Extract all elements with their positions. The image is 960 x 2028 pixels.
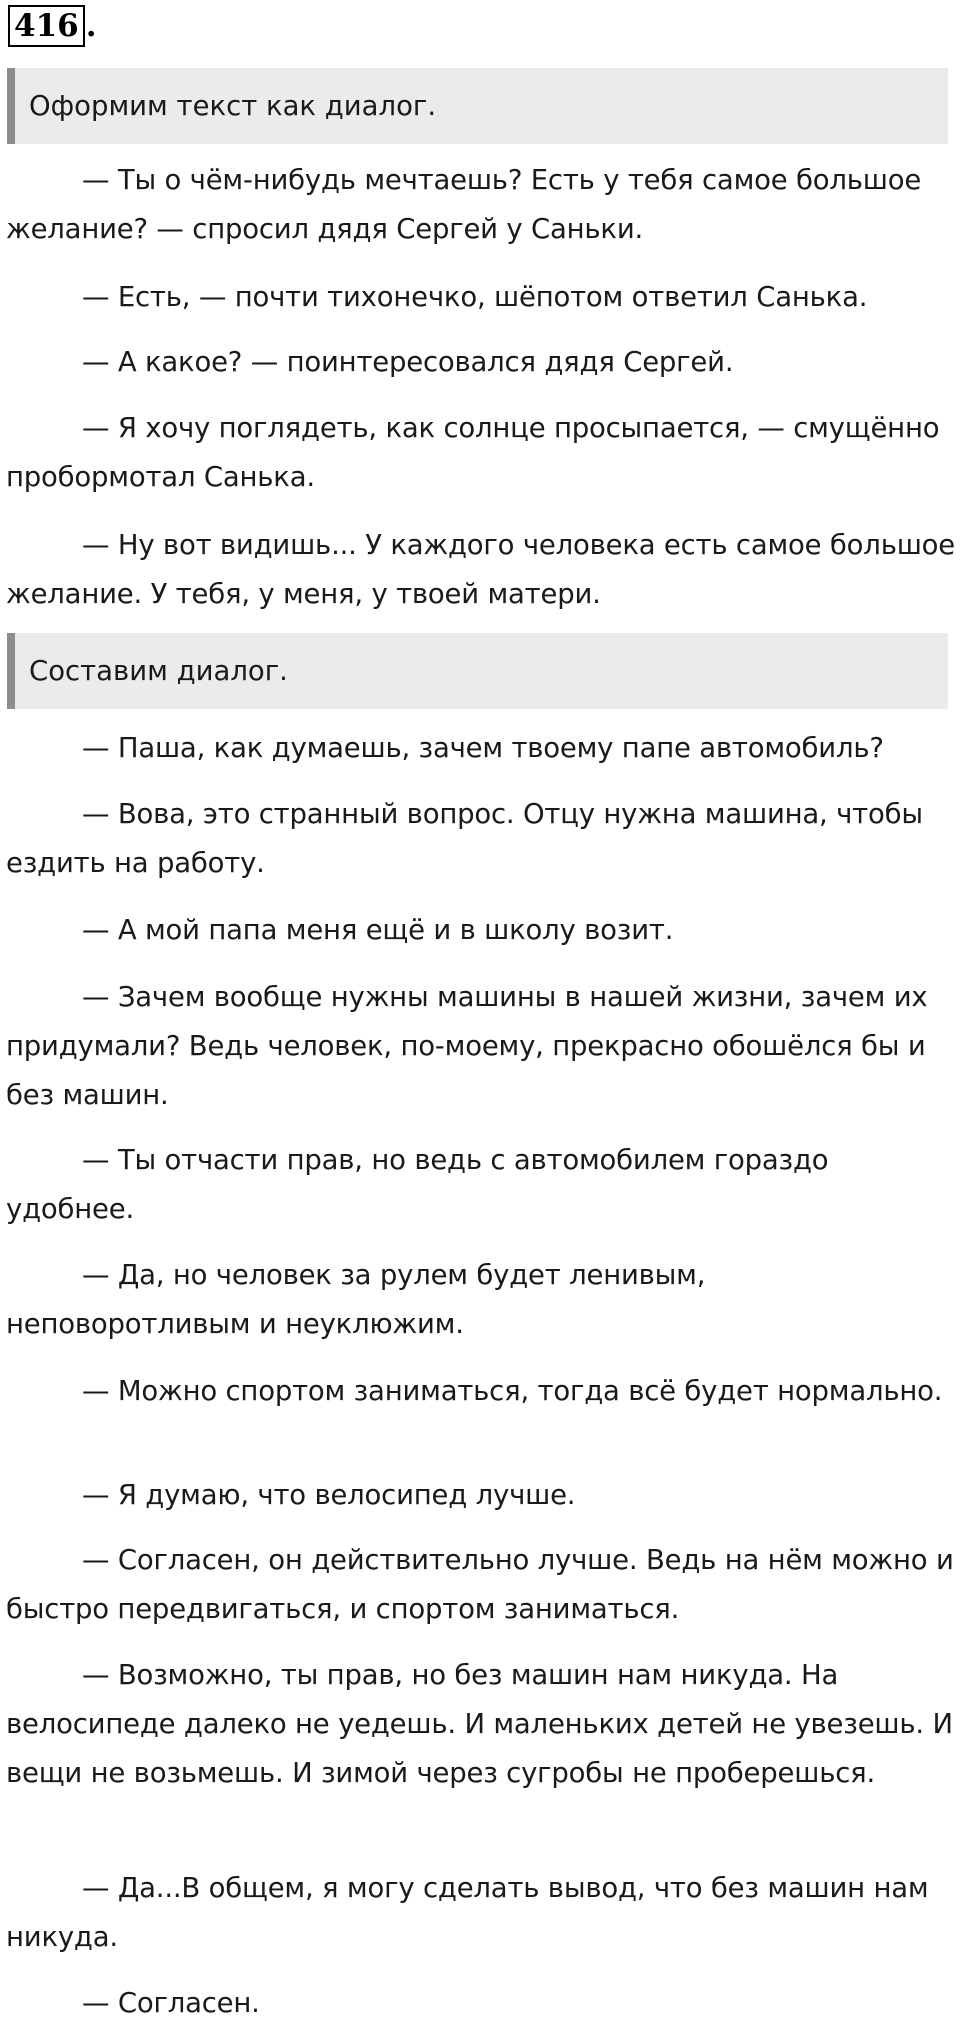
dialog-paragraph: — Я думаю, что велосипед лучше. xyxy=(82,1479,576,1511)
dialog-paragraph: — Ну вот видишь... У каждого человека есть самое большое желание. У тебя, у меня, у твоей матери. xyxy=(6,529,956,610)
dialog-paragraph: — Паша, как думаешь, зачем твоему папе автомобиль? xyxy=(82,732,884,764)
dialog-paragraph: — А какое? — поинтересовался дядя Сергей. xyxy=(82,346,734,378)
dialog-paragraph: — Согласен, он действительно лучше. Ведь на нём можно и быстро передвигаться, и спортом заниматься. xyxy=(6,1544,954,1625)
dialog-paragraph: — А мой папа меня ещё и в школу возит. xyxy=(82,914,674,946)
dialog-paragraph: — Ты отчасти прав, но ведь с автомобилем гораздо удобнее. xyxy=(6,1144,829,1225)
section-header-compose-dialog: Составим диалог. xyxy=(7,633,948,709)
dialog-paragraph: — Я хочу поглядеть, как солнце просыпается, — смущённо пробормотал Санька. xyxy=(6,412,940,493)
task-number xyxy=(8,6,97,46)
dialog-paragraph: — Вова, это странный вопрос. Отцу нужна машина, чтобы ездить на работу. xyxy=(6,798,923,879)
dialog-paragraph: — Можно спортом заниматься, тогда всё будет нормально. xyxy=(82,1375,943,1407)
dialog-paragraph: — Зачем вообще нужны машины в нашей жизни, зачем их придумали? Ведь человек, по-моему, прекрасно обошёлся бы и без машин. xyxy=(6,981,928,1111)
task-number-box: 416 xyxy=(8,5,85,47)
dialog-paragraph: — Да, но человек за рулем будет ленивым, неповоротливым и неуклюжим. xyxy=(6,1259,706,1340)
task-number-dot: . xyxy=(85,8,97,44)
dialog-paragraph: — Ты о чём-нибудь мечтаешь? Есть у тебя самое большое желание? — спросил дядя Сергей у Саньки. xyxy=(6,164,922,245)
dialog-paragraph: — Согласен. xyxy=(82,1987,260,2019)
dialog-paragraph: — Есть, — почти тихонечко, шёпотом ответил Санька. xyxy=(82,281,868,313)
dialog-paragraph: — Да...В общем, я могу сделать вывод, что без машин нам никуда. xyxy=(6,1872,929,1953)
section-header-dialog-format: Оформим текст как диалог. xyxy=(7,68,948,144)
dialog-paragraph: — Возможно, ты прав, но без машин нам никуда. На велосипеде далеко не уедешь. И маленьких детей не увезешь. И вещи не возьмешь. И зимой через сугробы не проберешься. xyxy=(6,1659,953,1789)
